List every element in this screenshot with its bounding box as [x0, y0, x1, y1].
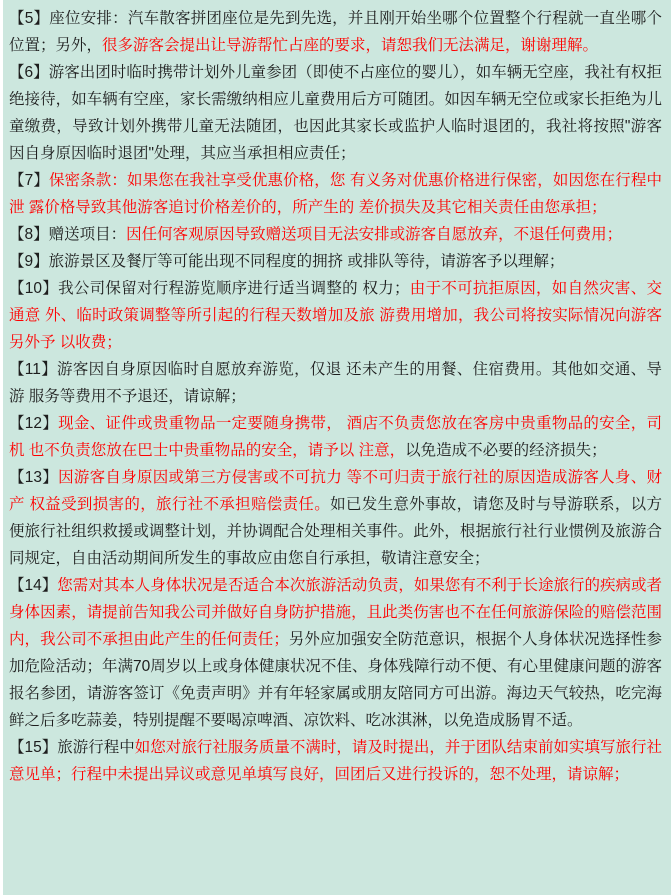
clause-14	[9, 572, 662, 734]
clause-8-segment-text: 【8】赠送项目：	[9, 226, 127, 243]
clause-13-segment-text: 如已发生意外事故，请您及时与导游联系，以方便旅行社组织救援或调整计划，并协调配合处理相关事件。此外，根据旅行社行业惯例及旅游合同规定，自由活动期间所发生的事故应由您自行承担，敬请注意安全；	[9, 496, 662, 567]
clause-12-segment-red: 现金、证件或贵重物品一定要随身携带， 酒店不负责您放在客房中贵重物品的安全，司机 也不负责您放在巴士中贵重物品的安全，请予以 注意，	[9, 415, 662, 459]
clause-7-segment-red: 保密条款：如果您在我社享受优惠价格，您 有义务对优惠价格进行保密，如因您在行程中泄 露价格导致其他游客追讨价格差价的，所产生的 差价损失及其它相关责任由您承担；	[9, 172, 662, 216]
clause-8	[9, 221, 662, 248]
clause-12	[9, 410, 662, 464]
clause-7-segment-text: 【7】	[9, 172, 49, 189]
clause-8-segment-red: 因任何客观原因导致赠送项目无法安排或游客自愿放弃，不退任何费用；	[126, 226, 623, 243]
clause-14-segment-text: 另外应加强安全防范意识，根据个人身体状况选择性参加危险活动；年满70周岁以上或身体健康状况不佳、身体残障行动不便、有心里健康问题的游客报名参团，请游客签订《免责声明》并有年轻家属或朋友陪同方可出游。海边天气较热，吃完海鲜之后多吃蒜姜，特别提醒不要喝凉啤酒、凉饮料、吃冰淇淋，以免造成肠胃不适。	[9, 631, 662, 729]
clause-14-segment-text: 【14】	[9, 577, 58, 594]
clause-15-segment-red: 如您对旅行社服务质量不满时，请及时提出，并于团队结束前如实填写旅行社意见单；行程中未提出异议或意见单填写良好，回团后又进行投诉的，恕不处理，请谅解；	[9, 739, 662, 783]
clause-6-segment-text: 【6】游客出团时临时携带计划外儿童参团（即使不占座位的婴儿），如车辆无空座，我社有权拒绝接待，如车辆有空座，家长需缴纳相应儿童费用后方可随团。如因车辆无空位或家长拒绝为儿童缴费，导致计划外携带儿童无法随团，也因此其家长或监护人临时退团的，我社将按照"游客因自身原因临时退团"处理，其应当承担相应责任；	[9, 64, 662, 162]
clauses-list	[9, 5, 662, 788]
clause-5	[9, 5, 662, 59]
clause-5-segment-red: 很多游客会提出让导游帮忙占座的要求，请恕我们无法满足，谢谢理解。	[102, 37, 599, 54]
clause-13-segment-red: 因游客自身原因或第三方侵害或不可抗力 等不可归责于旅行社的原因造成游客人身、财产 权益受到损害的，旅行社不承担赔偿责任。	[9, 469, 662, 513]
clause-13-segment-text: 【13】	[9, 469, 59, 486]
clause-10-segment-text: 【10】我公司保留对行程游览顺序进行适当调整的 权力；	[9, 280, 410, 297]
clause-11-segment-text: 【11】游客因自身原因临时自愿放弃游览，仅退 还未产生的用餐、住宿费用。其他如交通、导游 服务等费用不予退还，请谅解；	[9, 361, 662, 405]
clause-10-segment-red: 由于不可抗拒原因，如自然灾害、交通意 外、临时政策调整等所引起的行程天数增加及旅 游费用增加，我公司将按实际情况向游客另外予 以收费；	[9, 280, 662, 351]
clause-6	[9, 59, 662, 167]
clause-7	[9, 167, 662, 221]
clause-15-segment-text: 【15】旅游行程中	[9, 739, 135, 756]
clause-5-segment-text: 【5】座位安排：汽车散客拼团座位是先到先选，并且刚开始坐哪个位置整个行程就一直坐哪个位置；另外，	[9, 10, 662, 54]
clause-12-segment-text: 以免造成不必要的经济损失；	[405, 442, 607, 459]
clause-14-segment-red: 您需对其本人身体状况是否适合本次旅游活动负责，如果您有不利于长途旅行的疾病或者身体因素，请提前告知我公司并做好自身防护措施，且此类伤害也不在任何旅游保险的赔偿范围内，我公司不承担由此产生的任何责任；	[9, 577, 662, 648]
clause-9-segment-text: 【9】旅游景区及餐厅等可能出现不同程度的拥挤 或排队等待，请游客予以理解；	[9, 253, 565, 270]
clause-12-segment-text: 【12】	[9, 415, 59, 432]
clause-10	[9, 275, 662, 356]
clause-15	[9, 734, 662, 788]
clause-11	[9, 356, 662, 410]
clause-9	[9, 248, 662, 275]
clause-13	[9, 464, 662, 572]
